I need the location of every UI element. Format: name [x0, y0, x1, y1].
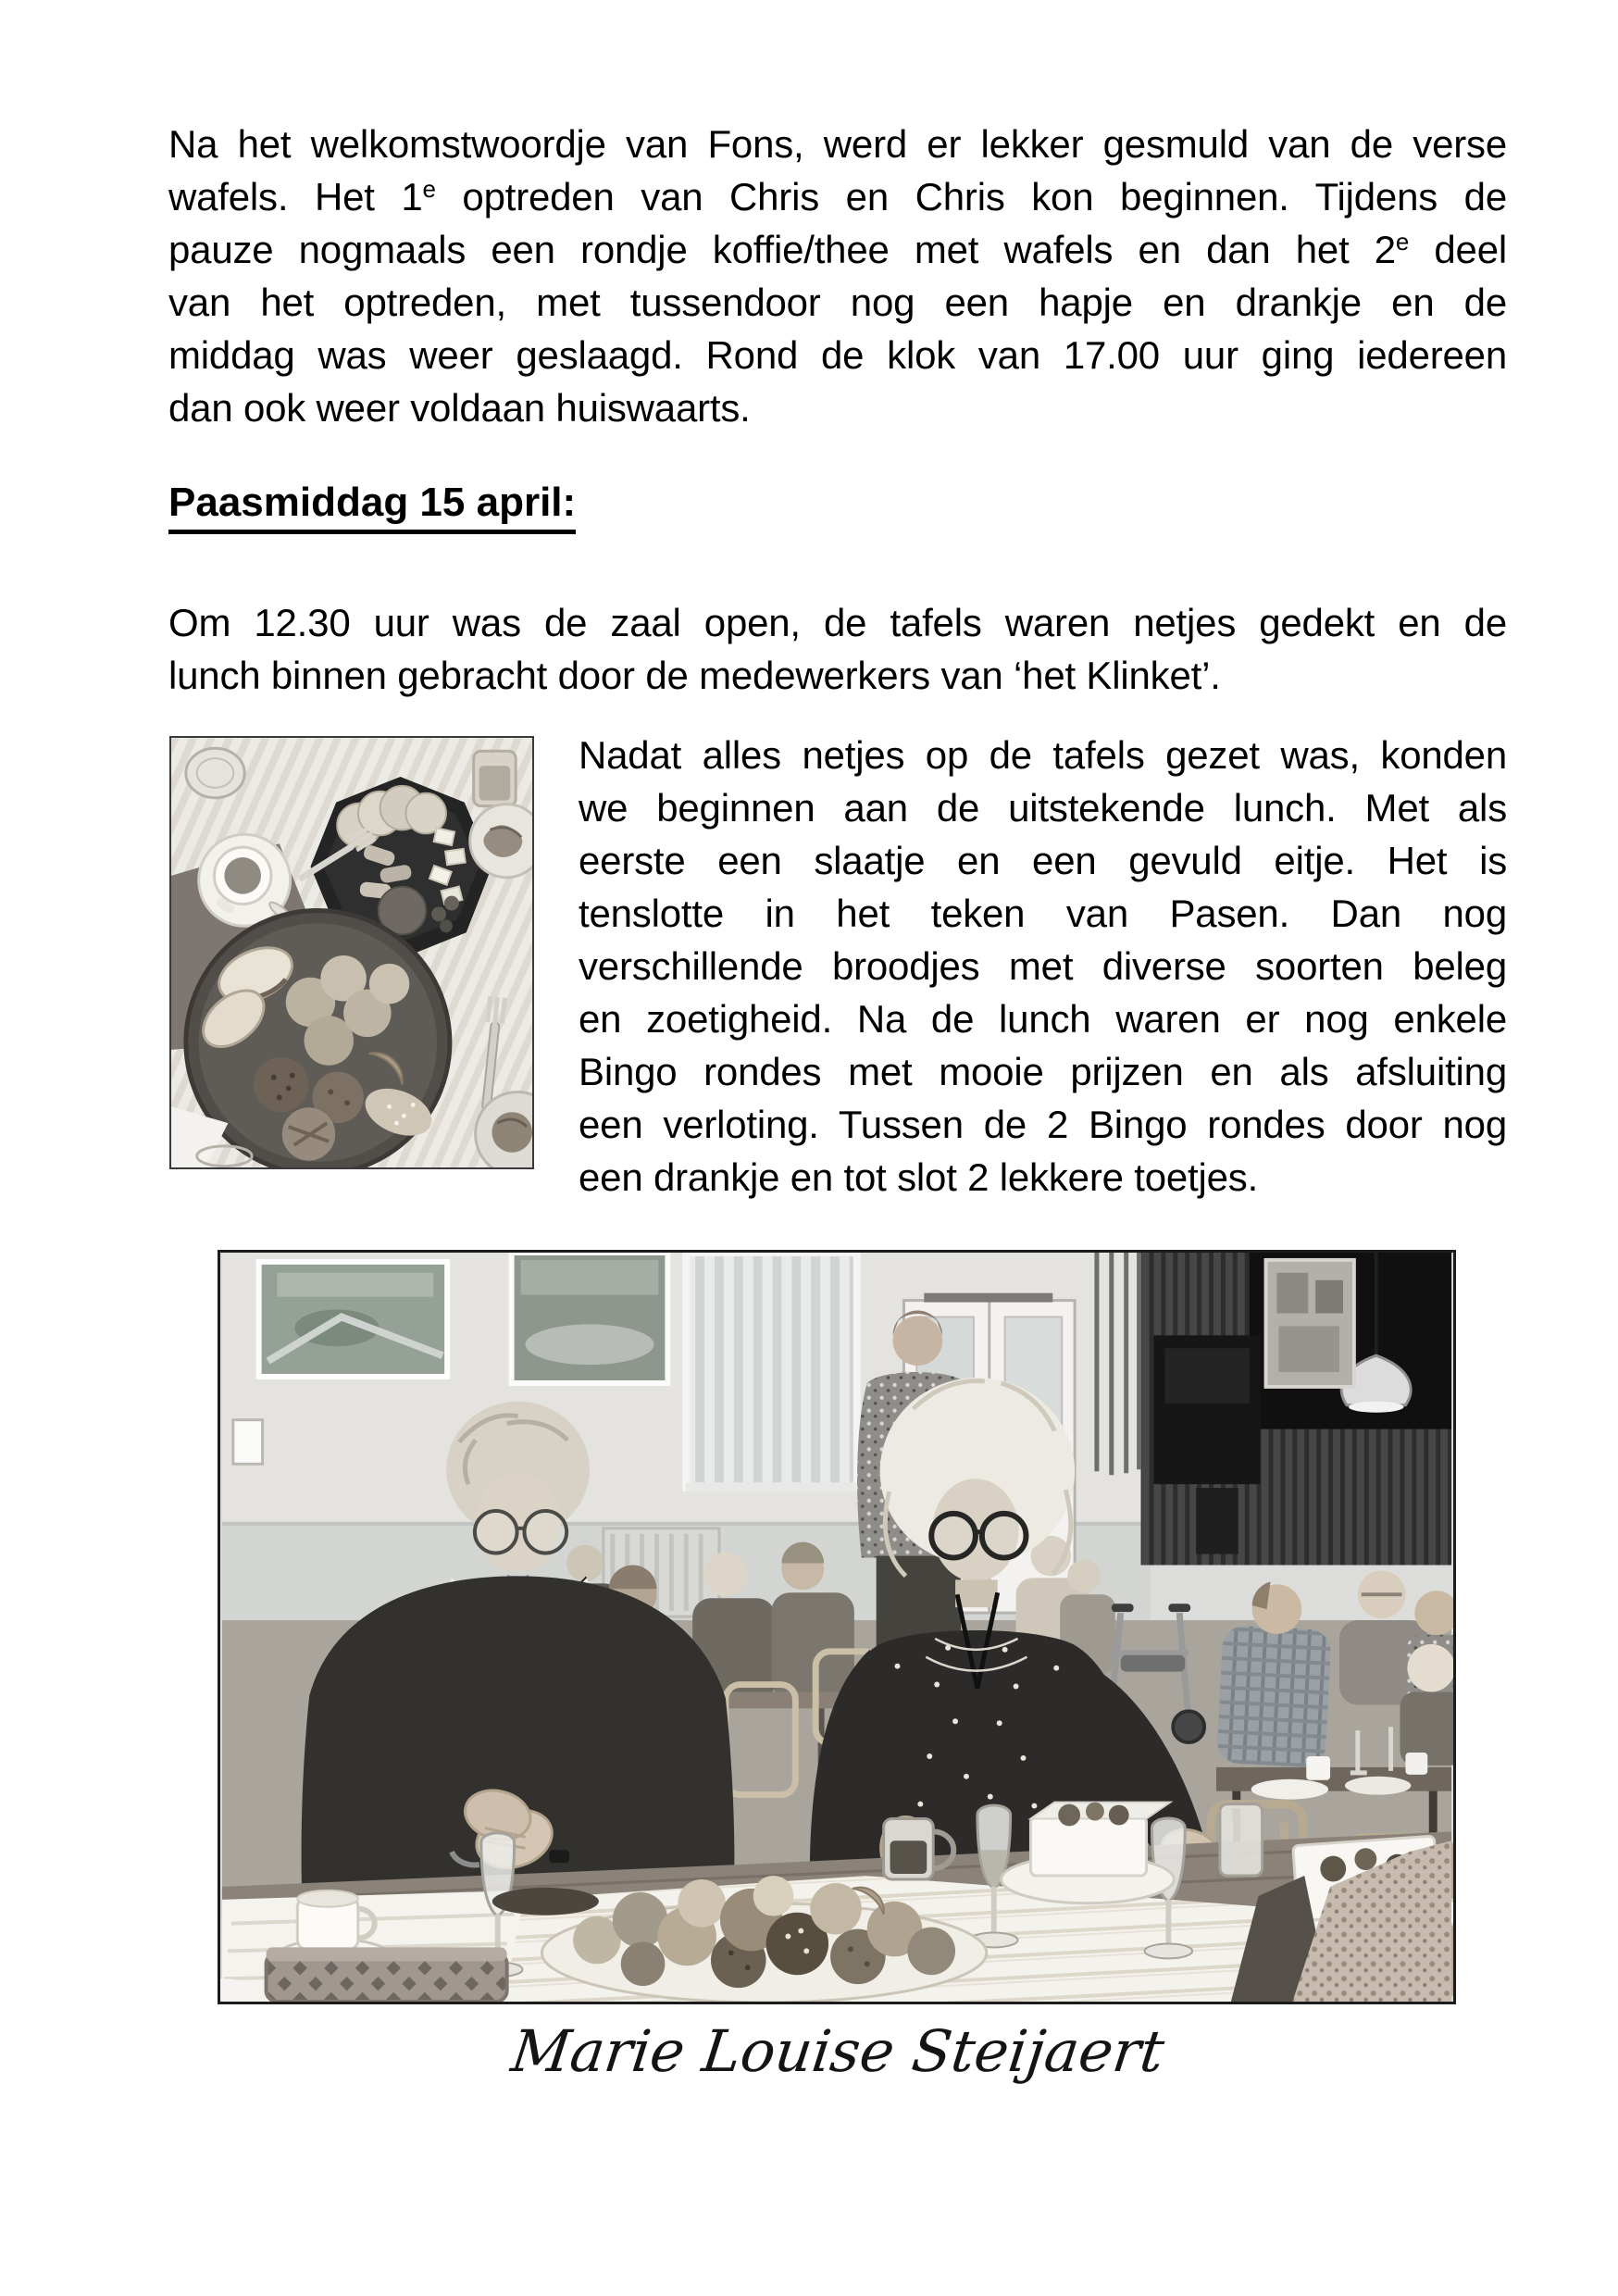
pastry-bowl-top	[470, 805, 532, 878]
document-page	[168, 118, 1507, 2085]
thermostat	[233, 1420, 263, 1465]
food-table-photo-illustration	[171, 738, 532, 1167]
framed-picture-right	[1266, 1260, 1354, 1387]
dining-hall-photo-illustration	[220, 1253, 1453, 2002]
section-heading-row	[168, 476, 1507, 538]
framed-picture-middle	[512, 1253, 668, 1383]
signature-row	[168, 2017, 1507, 2085]
lunch-section	[168, 729, 1507, 1204]
paragraph-welcome: Na het welkomstwoordje van Fons, werd er lekker gesmuld van de verse wafels. Het 1e optreden van Chris en Chris kon beginnen. Tijdens de pauze nogmaals een rondje koffie/thee met wafels en dan het 2e deel van het optreden, met tussendoor nog een hapje en drankje en de middag was weer geslaagd. Rond de klok van 17.00 uur ging iedereen dan ook weer voldaan huiswaarts.	[168, 122, 1508, 430]
paragraph-zaal-open: Om 12.30 uur was de zaal open, de tafels waren netjes gedekt en de lunch binnen gebracht door de medewerkers van ‘het Klinket’.	[168, 601, 1507, 697]
food-table-photo	[169, 736, 534, 1169]
window-blinds	[686, 1253, 857, 1491]
paragraph-lunch: Nadat alles netjes op de tafels gezet was, konden we beginnen aan de uitstekende lunch. Met als eerste een slaatje en een gevuld eitje. Het is tenslotte in het teken van Pasen. Dan nog verschillende broodjes met diverse soorten beleg en zoetigheid. Na de lunch waren er nog enkele Bingo rondes met mooie prijzen en als afsluiting een verloting. Tussen de 2 Bingo rondes door nog een drankje en tot slot 2 lekkere toetjes.	[579, 733, 1507, 1199]
drinking-glass-top	[186, 748, 244, 797]
section-heading: Paasmiddag 15 april:	[168, 476, 576, 534]
dining-hall-photo	[218, 1250, 1456, 2004]
signature: Marie Louise Steijaert	[507, 2017, 1168, 2085]
bread-roll-platter	[186, 910, 450, 1167]
water-glass	[1220, 1804, 1263, 1876]
red-basket	[267, 1947, 507, 2002]
juice-glass	[474, 751, 517, 805]
framed-picture-left	[259, 1262, 447, 1377]
